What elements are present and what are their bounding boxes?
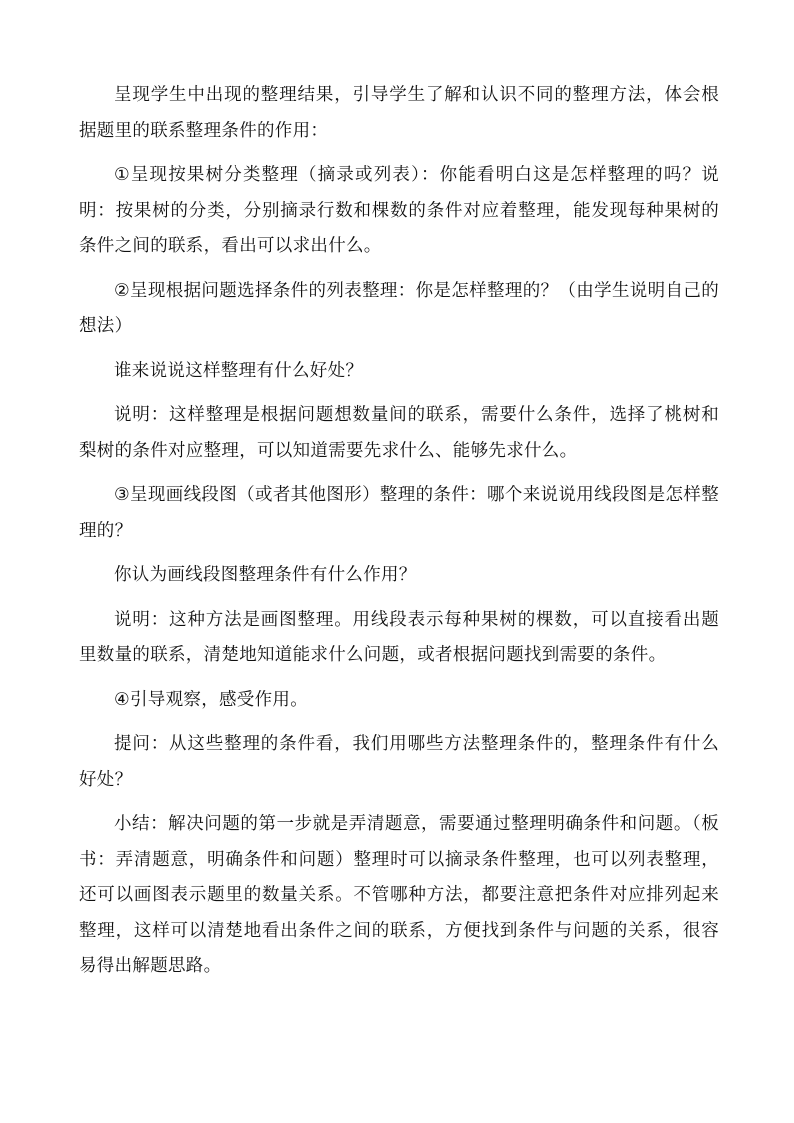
paragraph-question-line-diagram: 你认为画线段图整理条件有什么作用？	[114, 565, 417, 585]
paragraph-explanation-2: 说明：这样整理是根据问题想数量间的联系，需要什么条件，选择了桃树和梨树的条件对应整理，可以知道需要先求什么、能够先求什么。	[79, 405, 719, 461]
document-body	[79, 78, 719, 994]
paragraph-explanation-3: 说明：这种方法是画图整理。用线段表示每种果树的棵数，可以直接看出题里数量的联系，清楚地知道能求什么问题，或者根据问题找到需要的条件。	[79, 609, 719, 665]
paragraph-step-2: ②呈现根据问题选择条件的列表整理：你是怎样整理的？（由学生说明自己的想法）	[79, 280, 719, 336]
paragraph-intro: 呈现学生中出现的整理结果，引导学生了解和认识不同的整理方法，体会根据题里的联系整理条件的作用：	[79, 85, 719, 141]
paragraph-step-3: ③呈现画线段图（或者其他图形）整理的条件：哪个来说说用线段图是怎样整理的？	[79, 485, 719, 541]
paragraph-prompt-question: 提问：从这些整理的条件看，我们用哪些方法整理条件的，整理条件有什么好处？	[79, 734, 719, 790]
paragraph-step-4: ④引导观察，感受作用。	[114, 689, 308, 710]
paragraph-question-benefit: 谁来说说这样整理有什么好处？	[114, 360, 364, 381]
paragraph-step-1: ①呈现按果树分类整理（摘录或列表）：你能看明白这是怎样整理的吗？说明：按果树的分类，分别摘录行数和棵数的条件对应着整理，能发现每种果树的条件之间的联系，看出可以求出什么。	[79, 165, 719, 256]
paragraph-summary: 小结：解决问题的第一步就是弄清题意，需要通过整理明确条件和问题。（板书：弄清题意，明确条件和问题）整理时可以摘录条件整理，也可以列表整理，还可以画图表示题里的数量关系。不管哪种方法，都要注意把条件对应排列起来整理，这样可以清楚地看出条件之间的联系，方便找到条件与问题的关系，很容易得出解题思路。	[79, 814, 719, 976]
